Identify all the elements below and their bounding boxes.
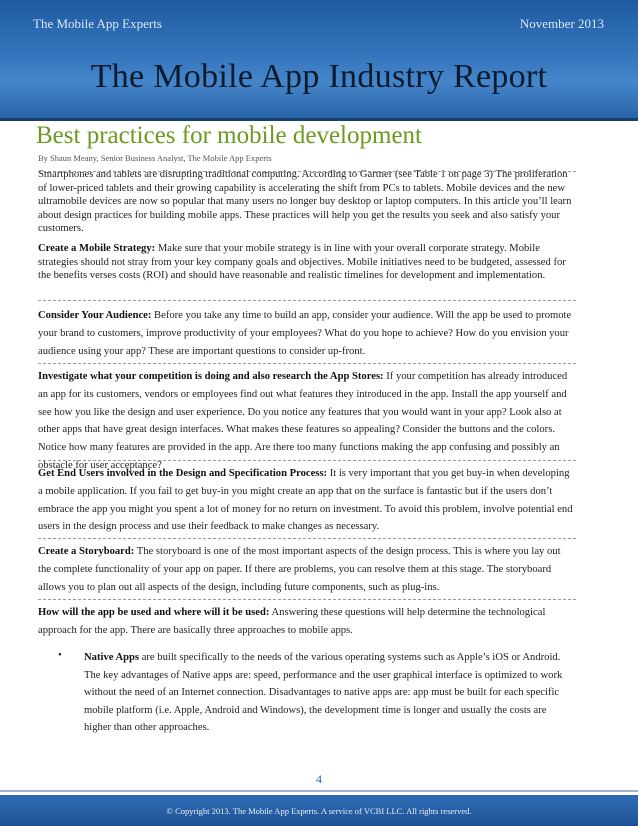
copyright-text: © Copyright 2013. The Mobile App Experts. A service of VCBI LLC. All rights reserved.: [166, 806, 472, 816]
bullet-heading: Native Apps: [84, 652, 140, 663]
section-divider: [38, 363, 576, 364]
footer-divider: [0, 790, 638, 792]
article-title: Best practices for mobile development: [36, 122, 422, 149]
section-competition: [38, 368, 576, 475]
section-text: If your competition has already introduced an app for its customers, vendors or employees find out what features they introduced in the app. Install the app yourself and see how you like the design and user experience. Do you notice any features that you would want in your app? Look also at other apps that have great design interfaces. What makes these features so appealing? Consider the buttons and the colors. Notice how many features are provided in the app. Are there too many functions making the app confusing and possibly an obstacle for user acceptance?: [38, 371, 568, 471]
bullet-icon: •: [58, 650, 62, 661]
section-mobile-strategy: [38, 242, 576, 283]
section-storyboard: [38, 543, 576, 596]
header-divider: [0, 118, 638, 121]
bullet-text: [84, 649, 574, 737]
article-byline: By Shaun Meany, Senior Business Analyst, The Mobile App Experts: [38, 153, 272, 163]
section-divider: [38, 538, 576, 539]
section-heading: How will the app be used and where will it be used:: [38, 607, 270, 618]
section-heading: Create a Storyboard:: [38, 546, 135, 557]
section-audience: [38, 307, 576, 360]
section-heading: Investigate what your competition is doing and also research the App Stores:: [38, 371, 384, 382]
intro-paragraph: [38, 168, 576, 236]
issue-date: November 2013: [519, 16, 604, 31]
page-number: 4: [316, 772, 322, 786]
section-text: Make sure that your mobile strategy is in line with your overall corporate strategy. Mobile strategies should not stray from your key company goals and objectives. Mobile initiatives need to be budgeted, assessed for the benefits verses costs (ROI) and should have reasonable and realistic timelines for development and implementation.: [38, 243, 566, 282]
section-divider: [38, 599, 576, 600]
intro-text: Smartphones and tablets are disrupting traditional computing. According to Gartner (see Table 1 on page 3) The proliferation of lower-priced tablets and their growing capability is accelerating the shift from PCs to tablets. Mobile devices and the new ultramobile devices are now so popular that many users no longer buy desktop or laptop computers. In this article you’ll learn about design practices for building mobile apps. These practices will help you get the results you seek and also satisfy your customers.: [38, 169, 572, 235]
section-end-users: [38, 465, 576, 536]
section-heading: Create a Mobile Strategy:: [38, 243, 156, 254]
section-divider: [38, 171, 576, 172]
section-text: Before you take any time to build an app, consider your audience. Will the app be used to promote your brand to customers, improve productivity of your employees? What do you hope to achieve? How do you envision your audience using your app? These are important questions to consider up-front.: [38, 310, 572, 357]
section-divider: [38, 460, 576, 461]
section-text: It is very important that you get buy-in when developing a mobile application. If you fail to get buy-in you might create an app that on the surface is fantastic but if the users don’t embrace the app you might you spent a lot of money for no return on investment. To avoid this problem, involve potential end users in the design process and use their feedback to make changes as necessary.: [38, 468, 573, 533]
bullet-body: are built specifically to the needs of the various operating systems such as Apple’s iOS or Android. The key advantages of Native apps are: speed, performance and the user graphical interface is optimized to work without the need of an Internet connection. Disadvantages to native apps are: app must be built for each specific mobile platform (i.e. Apple, Android and Windows), the development time is longer and usually the costs are higher than other approaches.: [84, 652, 563, 734]
section-usage: [38, 604, 576, 640]
section-divider: [38, 300, 576, 301]
report-title: The Mobile App Industry Report: [90, 58, 548, 95]
section-heading: Get End Users involved in the Design and Specification Process:: [38, 468, 328, 479]
section-text: The storyboard is one of the most important aspects of the design process. This is where you lay out the complete functionality of your app on paper. If there are problems, you can resolve them at this stage. The storyboard allows you to plan out all aspects of the design, including future components, such as plug-ins.: [38, 546, 561, 593]
brand-name: The Mobile App Experts: [33, 16, 162, 31]
section-text: Answering these questions will help determine the technological approach for the app. There are basically three approaches to mobile apps.: [38, 607, 546, 636]
section-heading: Consider Your Audience:: [38, 310, 152, 321]
